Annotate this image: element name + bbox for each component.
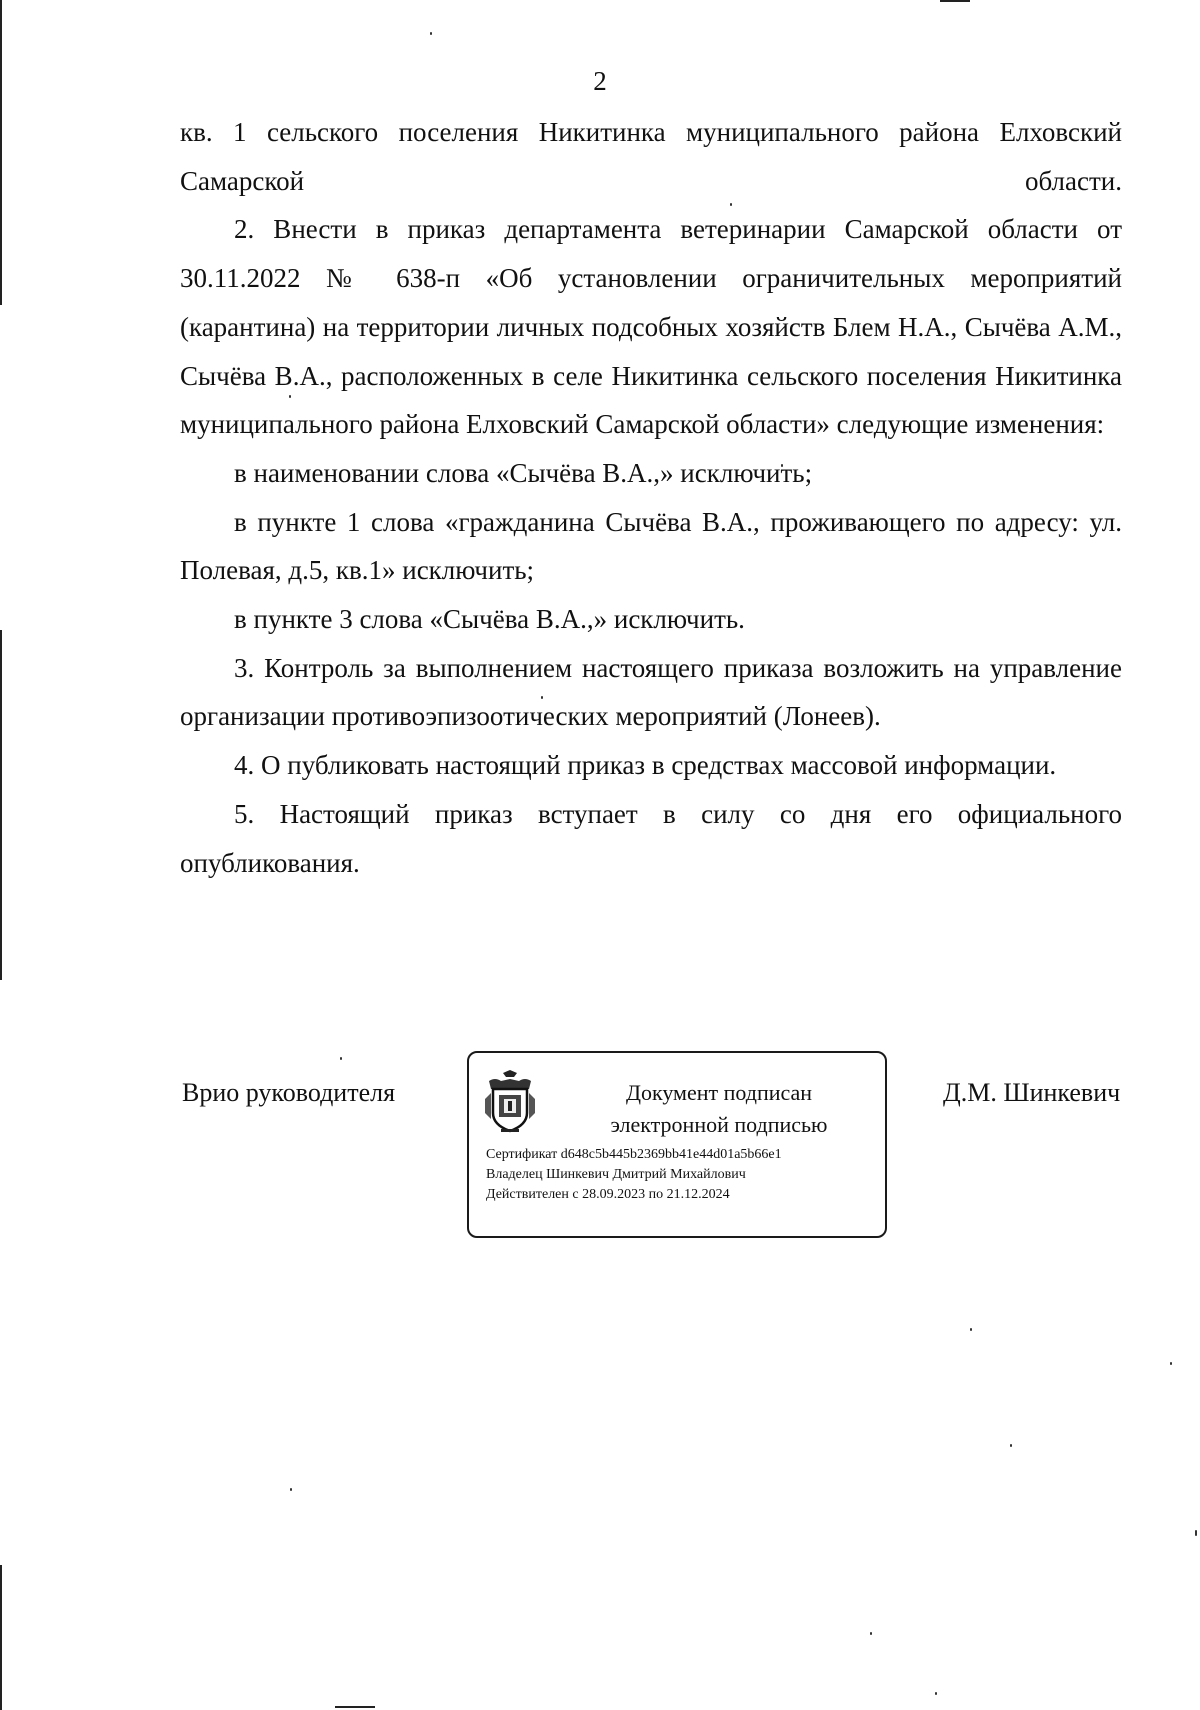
paragraph-item-2: 2. Внести в приказ департамента ветеринарии Самарской области от 30.11.2022 № 638-п «Об установлении ограничительных мероприятий (карантина) на территории личных подсобных хозяйств Блем Н.А., Сычёва А.М., Сычёва В.А., расположенных в селе Никитинка сельского поселения Никитинка муниципального района Елховский Самарской области» следующие изменения: (180, 214, 1122, 440)
scan-speck (970, 1328, 972, 1331)
paragraph-item-3: 3. Контроль за выполнением настоящего приказа возложить на управление организации противоэпизоотических мероприятий (Лонеев). (180, 652, 1122, 732)
scan-edge-mid-left (0, 630, 2, 980)
paragraph-change-title: в наименовании слова «Сычёва В.А.,» исключить; (234, 457, 813, 488)
document-body (180, 108, 1122, 887)
paragraph-change-point-3: в пункте 3 слова «Сычёва В.А.,» исключить. (234, 604, 745, 635)
scan-edge-top-right (940, 0, 970, 2)
stamp-certificate: Сертификат d648c5b445b2369bb41e44d01a5b66e1 (486, 1147, 782, 1162)
signer-position: Врио руководителя (182, 1078, 396, 1107)
page-number: 2 (593, 66, 607, 96)
electronic-signature-stamp (467, 1051, 887, 1238)
scan-speck (870, 1632, 872, 1635)
signer-name: Д.М. Шинкевич (943, 1078, 1121, 1107)
scan-speck (1010, 1444, 1012, 1447)
scan-edge-top-left (0, 0, 2, 305)
scan-edge-bottom-left (0, 1565, 2, 1710)
stamp-owner: Владелец Шинкевич Дмитрий Михайлович (486, 1167, 746, 1182)
stamp-title-line-2: электронной подписью (610, 1112, 828, 1137)
paragraph-continuation: кв. 1 сельского поселения Никитинка муниципального района Елховский Самарской области. (180, 117, 1122, 196)
stamp-title (569, 1077, 869, 1141)
scan-speck (340, 1057, 342, 1060)
stamp-validity: Действителен с 28.09.2023 по 21.12.2024 (486, 1187, 730, 1202)
scan-speck (935, 1692, 937, 1695)
scan-speck (1195, 1530, 1197, 1536)
stamp-title-line-1: Документ подписан (625, 1080, 813, 1105)
scan-speck (290, 1488, 292, 1491)
paragraph-change-point-1: в пункте 1 слова «гражданина Сычёва В.А., проживающего по адресу: ул. Полевая, д.5, кв.1» исключить; (180, 506, 1122, 586)
scan-speck (1170, 1362, 1172, 1365)
scan-speck (430, 32, 432, 35)
stamp-certificate-info (486, 1145, 782, 1205)
paragraph-item-4: 4. О публиковать настоящий приказ в средствах массовой информации. (234, 750, 1057, 781)
coat-of-arms-icon (483, 1069, 537, 1135)
scan-edge-bottom (335, 1706, 375, 1708)
paragraph-item-5: 5. Настоящий приказ вступает в силу со дня его официального опубликования. (180, 798, 1122, 878)
